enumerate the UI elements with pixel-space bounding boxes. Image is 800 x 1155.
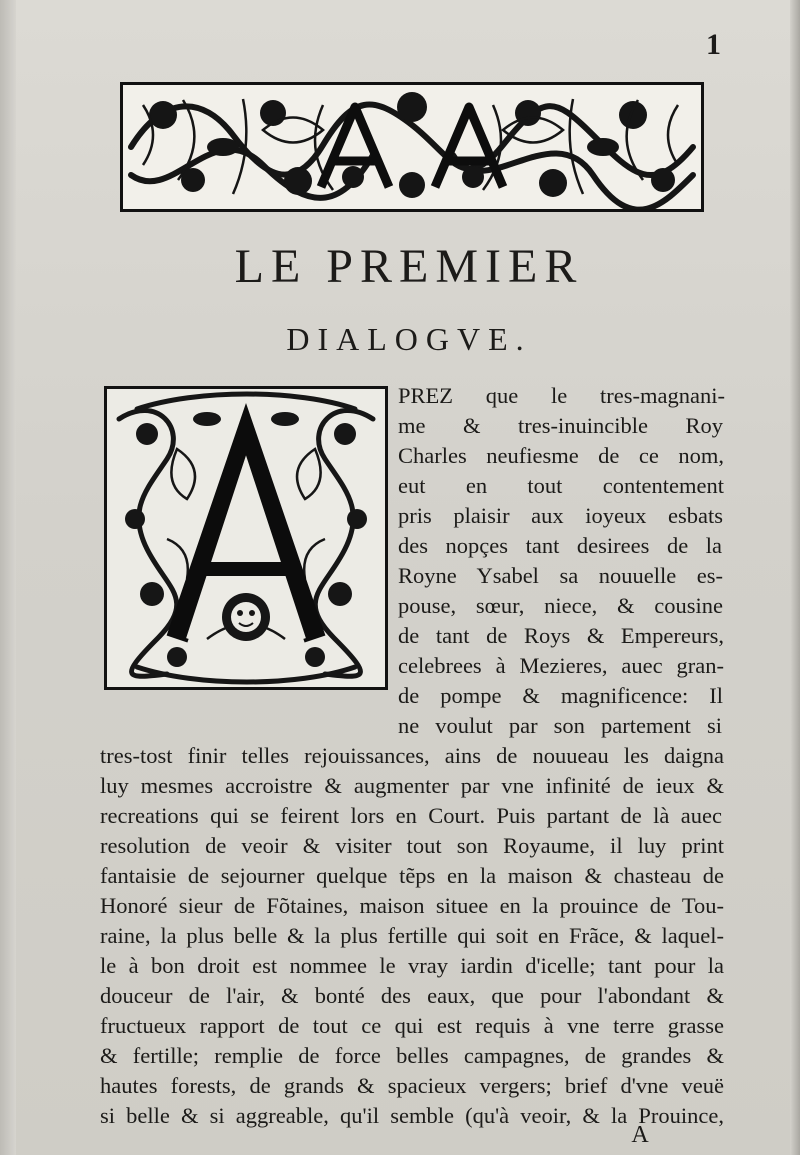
page-title: LE PREMIER [234, 240, 584, 293]
body-text-line: recreations qui se feirent lors en Court. Puis partant de là auec [100, 803, 722, 828]
body-text-line: Royne Ysabel sa nouuelle es- [398, 563, 723, 588]
body-text-line: douceur de l'air, & bonté des eaux, que pour l'abondant & [100, 983, 724, 1008]
body-text-line: ne voulut par son partement si [398, 713, 722, 738]
body-text-line: luy mesmes accroistre & augmenter par vne infinité de ieux & [100, 773, 724, 798]
body-text-line: pris plaisir aux ioyeux esbats [398, 503, 723, 528]
body-text-line: de tant de Roys & Empereurs, [398, 623, 724, 648]
headpiece-ornament [120, 82, 704, 212]
page-number: 1 [706, 28, 721, 61]
body-text-line: Honoré sieur de Fõtaines, maison situee en la prouince de Tou- [100, 893, 724, 918]
foliage-headpiece-image [123, 85, 701, 209]
catchword: A [631, 1122, 649, 1148]
body-text-line: hautes forests, de grands & spacieux vergers; brief d'vne veuë [100, 1073, 724, 1098]
body-text-line: de pompe & magnificence: Il [398, 683, 723, 708]
ornamental-initial-a-image [107, 389, 385, 687]
body-text-line: Charles neufiesme de ce nom, [398, 443, 724, 468]
page-edge-left [0, 0, 16, 1155]
body-text-line: PREZ que le tres-magnani- [398, 383, 725, 408]
body-text-line: celebrees à Mezieres, auec gran- [398, 653, 724, 678]
body-text-line: si belle & si aggreable, qu'il semble (qu'à veoir, & la Prouince, [100, 1103, 724, 1128]
body-text-line: pouse, sœur, niece, & cousine [398, 593, 723, 618]
body-text-line: resolution de veoir & visiter tout son Royaume, il luy print [100, 833, 724, 858]
body-text-line: eut en tout contentement [398, 473, 724, 498]
body-text-line: fructueux rapport de tout ce qui est requis à vne terre grasse [100, 1013, 724, 1038]
body-text-line: le à bon droit est nommee le vray iardin d'icelle; tant pour la [100, 953, 724, 978]
body-text-line: des nopçes tant desirees de la [398, 533, 722, 558]
body-text-line: tres-tost finir telles rejouissances, ains de nouueau les daigna [100, 743, 724, 768]
drop-cap-initial [104, 386, 388, 690]
page-edge-right [790, 0, 800, 1155]
body-text-line: & fertille; remplie de force belles campagnes, de grandes & [100, 1043, 724, 1068]
body-text-line: raine, la plus belle & la plus fertille qui soit en Frãce, & laquel- [100, 923, 724, 948]
body-text-line: fantaisie de sejourner quelque tẽps en la maison & chasteau de [100, 863, 724, 888]
page-subtitle: DIALOGVE. [286, 321, 532, 357]
body-text-line: me & tres-inuincible Roy [398, 413, 723, 438]
